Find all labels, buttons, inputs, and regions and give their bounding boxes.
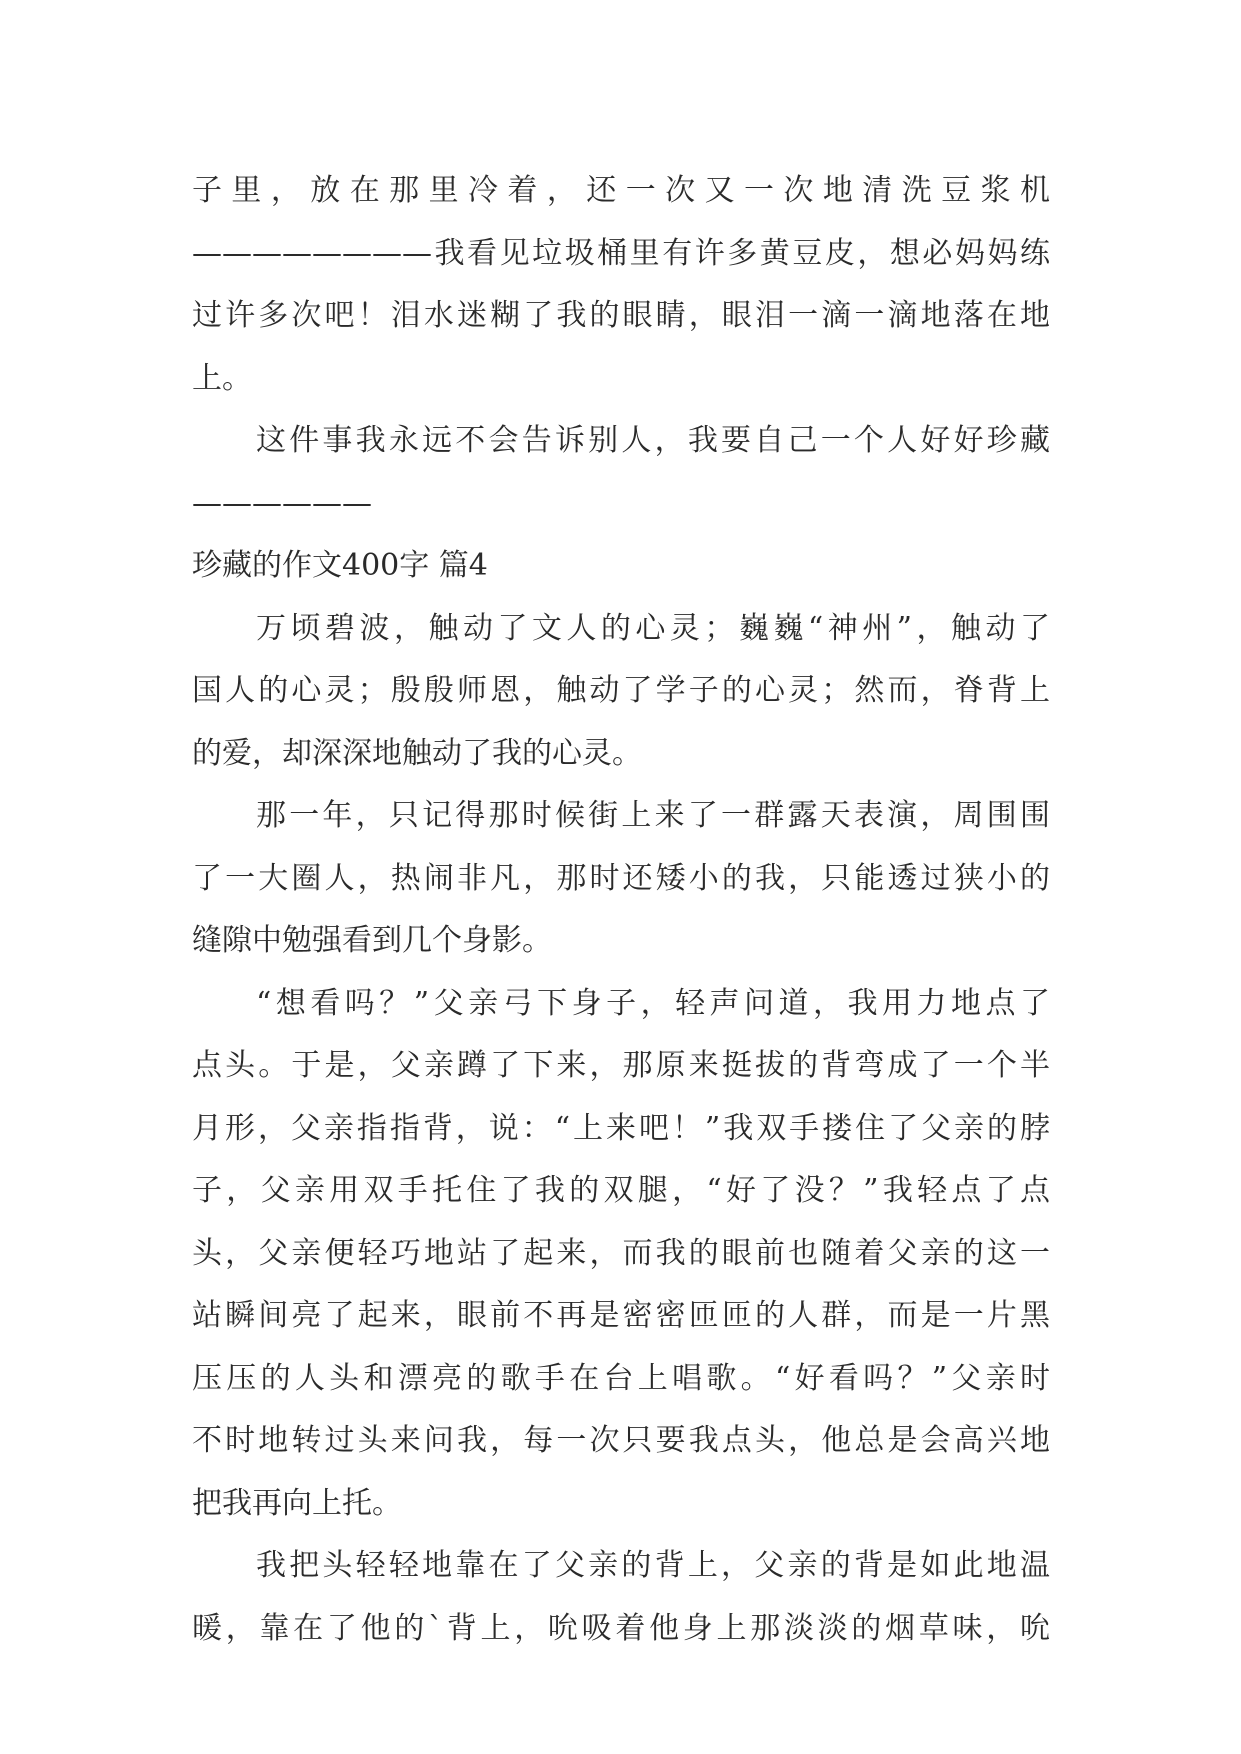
text-line-23: 我把头轻轻地靠在了父亲的背上，父亲的背是如此地温 (256, 1548, 1050, 1583)
text-line-24: 暖，靠在了他的`背上，吮吸着他身上那淡淡的烟草味，吮 (192, 1610, 1050, 1646)
text-line-13: 缝隙中勉强看到几个身影。 (192, 923, 552, 958)
text-line-21: 不时地转过头来问我，每一次只要我点头，他总是会高兴地 (192, 1423, 1050, 1458)
text-line-15: 点头。于是，父亲蹲了下来，那原来挺拔的背弯成了一个半 (192, 1048, 1050, 1083)
section-heading: 珍藏的作文400字 篇4 (192, 548, 488, 583)
text-line-11: 那一年，只记得那时候街上来了一群露天表演，周围围 (256, 798, 1050, 833)
text-line-18: 头，父亲便轻巧地站了起来，而我的眼前也随着父亲的这一 (192, 1235, 1050, 1271)
text-line-17: 子，父亲用双手托住了我的双腿，“好了没？”我轻点了点 (192, 1173, 1050, 1208)
text-line-1: 子里，放在那里冷着，还一次又一次地清洗豆浆机 (192, 173, 1050, 208)
text-line-20: 压压的人头和漂亮的歌手在台上唱歌。“好看吗？”父亲时 (192, 1360, 1050, 1396)
text-line-4: 上。 (192, 360, 252, 396)
text-line-9: 国人的心灵；殷殷师恩，触动了学子的心灵；然而，脊背上 (192, 673, 1050, 708)
text-line-5: 这件事我永远不会告诉别人，我要自己一个人好好珍藏 (256, 423, 1050, 458)
text-line-19: 站瞬间亮了起来，眼前不再是密密匝匝的人群，而是一片黑 (192, 1298, 1050, 1333)
text-line-6: —————— (192, 485, 372, 521)
text-line-10: 的爱，却深深地触动了我的心灵。 (192, 735, 642, 771)
text-line-2: ————————我看见垃圾桶里有许多黄豆皮，想必妈妈练 (192, 235, 1050, 271)
text-line-16: 月形，父亲指指背，说：“上来吧！”我双手搂住了父亲的脖 (192, 1110, 1050, 1146)
document-page (192, 160, 1050, 1660)
text-line-3: 过许多次吧！泪水迷糊了我的眼睛，眼泪一滴一滴地落在地 (192, 298, 1050, 333)
text-line-8: 万顷碧波，触动了文人的心灵；巍巍“神州”，触动了 (256, 610, 1050, 646)
text-line-12: 了一大圈人，热闹非凡，那时还矮小的我，只能透过狭小的 (192, 860, 1050, 896)
text-line-14: “想看吗？”父亲弓下身子，轻声问道，我用力地点了 (256, 985, 1050, 1021)
text-line-22: 把我再向上托。 (192, 1485, 402, 1521)
